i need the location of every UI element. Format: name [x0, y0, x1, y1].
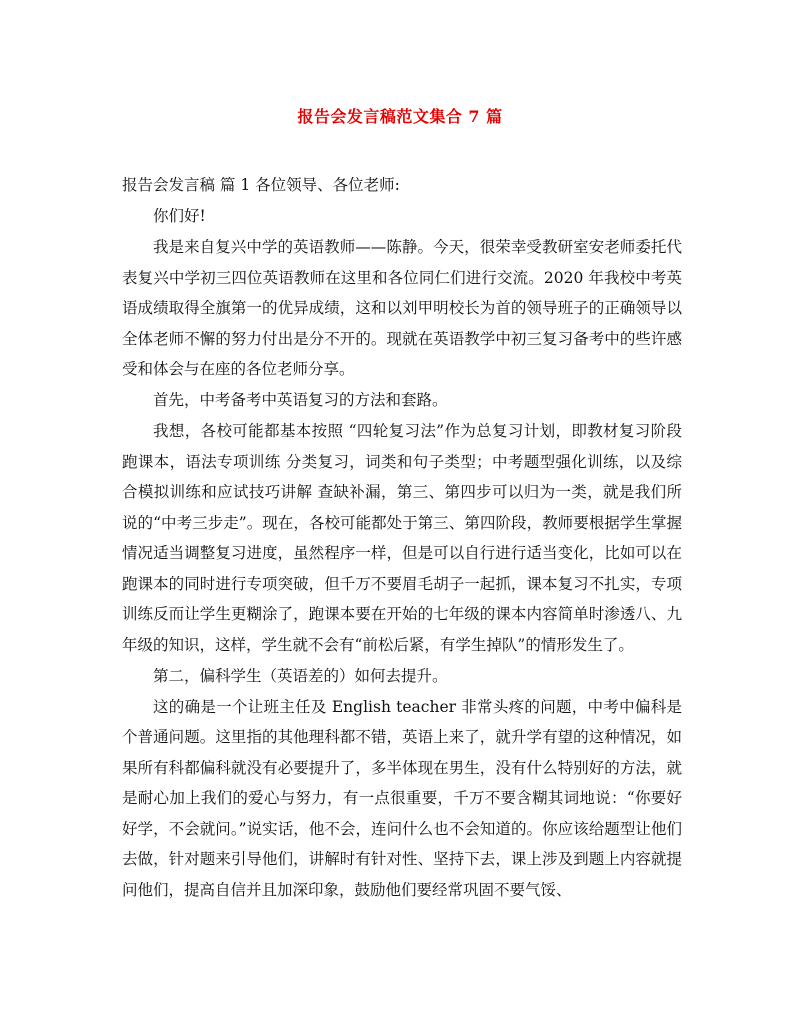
paragraph: 我是来自复兴中学的英语教师——陈静。今天，很荣幸受教研室安老师委托代表复兴中学初三四位英语教师在这里和各位同仁们进行交流。2020 年我校中考英语成绩取得全旗第一的优异成绩，这和以刘甲明校长为首的领导班子的正确领导以全体老师不懈的努力付出是分不开的。现就在英语教学中初三复习备考中的些许感受和体会与在座的各位老师分享。	[122, 238, 682, 378]
paragraph: 首先，中考备考中英语复习的方法和套路。	[153, 391, 448, 409]
paragraph: 这的确是一个让班主任及 English teacher 非常头疼的问题，中考中偏科是个普通问题。这里指的其他理科都不错，英语上来了，就升学有望的这种情况，如果所有科都偏科就没有必要提升了，多半体现在男生，没有什么特别好的方法，就是耐心加上我们的爱心与努力，有一点很重要，千万不要含糊其词地说：“你要好好学，不会就问。”说实话，他不会，连问什么也不会知道的。你应该给题型让他们去做，针对题来引导他们，讲解时有针对性、坚持下去，课上涉及到题上内容就提问他们，提高自信并且加深印象，鼓励他们要经常巩固不要气馁、	[122, 697, 682, 899]
document-title: 报告会发言稿范文集合 7 篇	[297, 107, 503, 126]
paragraph: 我想，各校可能都基本按照 “四轮复习法”作为总复习计划，即教材复习阶段 跑课本，语法专项训练 分类复习，词类和句子类型；中考题型强化训练，以及综合模拟训练和应试技巧讲解 查缺补漏，第三、第四步可以归为一类，就是我们所说的“中考三步走”。现在，各校可能都处于第三、第四阶段，教师要根据学生掌握情况适当调整复习进度，虽然程序一样，但是可以自行进行适当变化，比如可以在跑课本的同时进行专项突破，但千万不要眉毛胡子一起抓，课本复习不扎实，专项训练反而让学生更糊涂了，跑课本要在开始的七年级的课本内容简单时渗透八、九年级的知识，这样，学生就不会有“前松后紧，有学生掉队”的情形发生了。	[122, 422, 682, 654]
paragraph: 第二，偏科学生（英语差的）如何去提升。	[153, 666, 448, 685]
paragraph: 你们好!	[153, 207, 206, 225]
document-body	[122, 170, 682, 906]
paragraph: 报告会发言稿 篇 1 各位领导、各位老师:	[122, 176, 400, 194]
